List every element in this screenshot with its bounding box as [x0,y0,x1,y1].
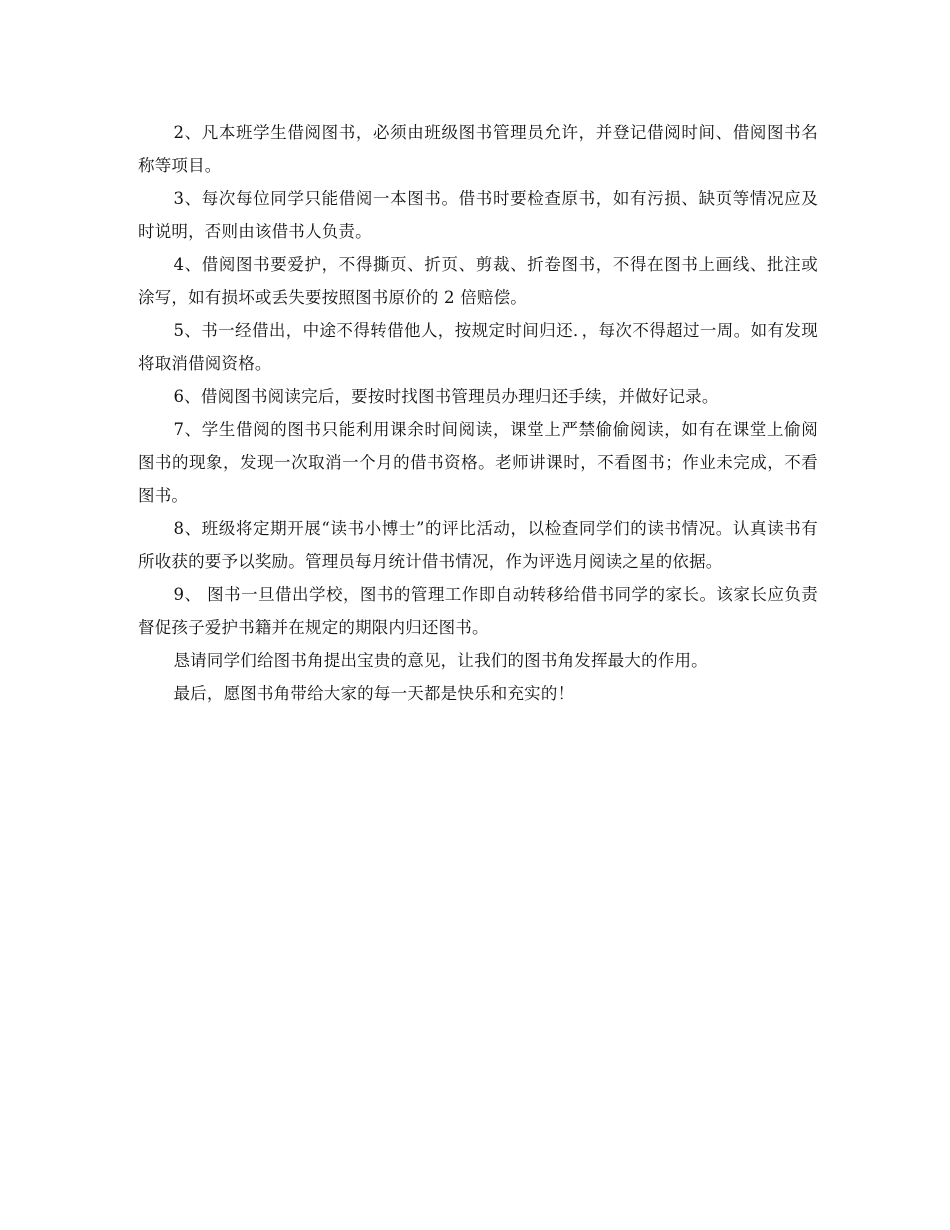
rule-paragraph-3: 3、每次每位同学只能借阅一本图书。借书时要检查原书，如有污损、缺页等情况应及时说明，否则由该借书人负责。 [138,189,818,241]
rule-paragraph-6: 6、借阅图书阅读完后，要按时找图书管理员办理归还手续，并做好记录。 [173,387,719,406]
rule-paragraph-2: 2、凡本班学生借阅图书，必须由班级图书管理员允许，并登记借阅时间、借阅图书名称等项目。 [138,123,818,175]
request-paragraph: 恳请同学们给图书角提出宝贵的意见，让我们的图书角发挥最大的作用。 [173,651,708,670]
rule-paragraph-7: 7、学生借阅的图书只能利用课余时间阅读，课堂上严禁偷偷阅读，如有在课堂上偷阅图书的现象，发现一次取消一个月的借书资格。老师讲课时，不看图书；作业未完成，不看图书。 [138,420,818,505]
rule-paragraph-8: 8、班级将定期开展“读书小博士”的评比活动，以检查同学们的读书情况。认真读书有所收获的要予以奖励。管理员每月统计借书情况，作为评选月阅读之星的依据。 [138,519,818,571]
rule-paragraph-5: 5、书一经借出，中途不得转借他人，按规定时间归还．，每次不得超过一周。如有发现将取消借阅资格。 [138,321,818,373]
rule-paragraph-9: 9、 图书一旦借出学校，图书的管理工作即自动转移给借书同学的家长。该家长应负责督促孩子爱护书籍并在规定的期限内归还图书。 [138,585,818,637]
rule-paragraph-4: 4、借阅图书要爱护，不得撕页、折页、剪裁、折卷图书，不得在图书上画线、批注或涂写，如有损坏或丢失要按照图书原价的 2 倍赔偿。 [138,255,818,307]
document-body [138,116,818,710]
closing-paragraph: 最后，愿图书角带给大家的每一天都是快乐和充实的！ [173,684,575,703]
